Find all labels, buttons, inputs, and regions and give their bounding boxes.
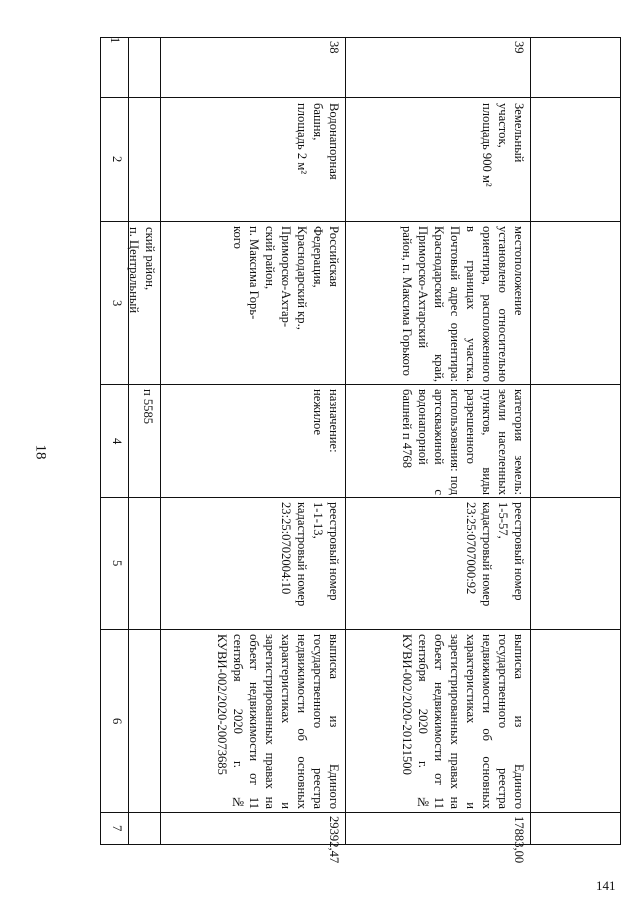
col-header-4: 4 <box>110 437 124 445</box>
col-header-7: 7 <box>110 825 124 832</box>
col-header-3: 3 <box>110 299 124 307</box>
row-39-location: местоположение установлено относительно ориентира, расположенного в границах участка. Почтовый адрес ориентира: Краснодарский край, Приморско-Ахтарский район, п. Максима Горького <box>400 226 526 382</box>
continuation-location: ский район, п. Центральный <box>127 227 157 314</box>
footer-page-number: 141 <box>596 878 616 893</box>
row-38-document: выписка из Единого государственного реестра недвижимости об основных характеристиках и зарегистрированных правах на объект недвижимости от 11 сентября 2020 г. № КУВИ-002/2020-20073685 <box>215 634 341 809</box>
row-39-object-name: Земельный участок, площадь 900 м² <box>480 103 526 187</box>
row-38-object-name: Водонапорная башня, площадь 2 м² <box>295 103 341 180</box>
page-number: 18 <box>32 444 49 460</box>
col-header-5: 5 <box>110 560 124 567</box>
row-38-purpose: назначение: нежилое <box>311 389 341 453</box>
row-39-value: 17883,00 <box>512 816 526 864</box>
row-39-registry: реестровый номер 1-5-57, кадастровый номер 23:25:0707000:92 <box>464 502 526 607</box>
row-39-document: выписка из Единого государственного реестра недвижимости об основных характеристиках и зарегистрированных правах на объект недвижимости от 11 сентября 2020 г. № КУВИ-002/2020-20121500 <box>400 634 526 809</box>
row-38-value: 29392,47 <box>327 816 341 864</box>
row-39-number: 39 <box>512 41 526 54</box>
continuation-purpose: п 5585 <box>141 389 155 425</box>
row-38-location: Российская Федерация, Краснодарский кр., Приморско-Ахтар- ский район, п. Максима Горь- кого <box>231 226 341 330</box>
col-header-1: 1 <box>108 37 122 44</box>
col-header-2: 2 <box>110 156 124 163</box>
row-39-purpose: категория земель: земли населенных пунктов, виды разрешенного использования: под артскважиной с водонапорной башней п 4768 <box>400 389 526 495</box>
row-38-number: 38 <box>327 41 341 54</box>
row-38-registry: реестровый номер 1-1-13, кадастровый номер 23:25:0702004:10 <box>279 502 341 607</box>
col-header-6: 6 <box>110 717 124 725</box>
document-table <box>100 37 620 864</box>
